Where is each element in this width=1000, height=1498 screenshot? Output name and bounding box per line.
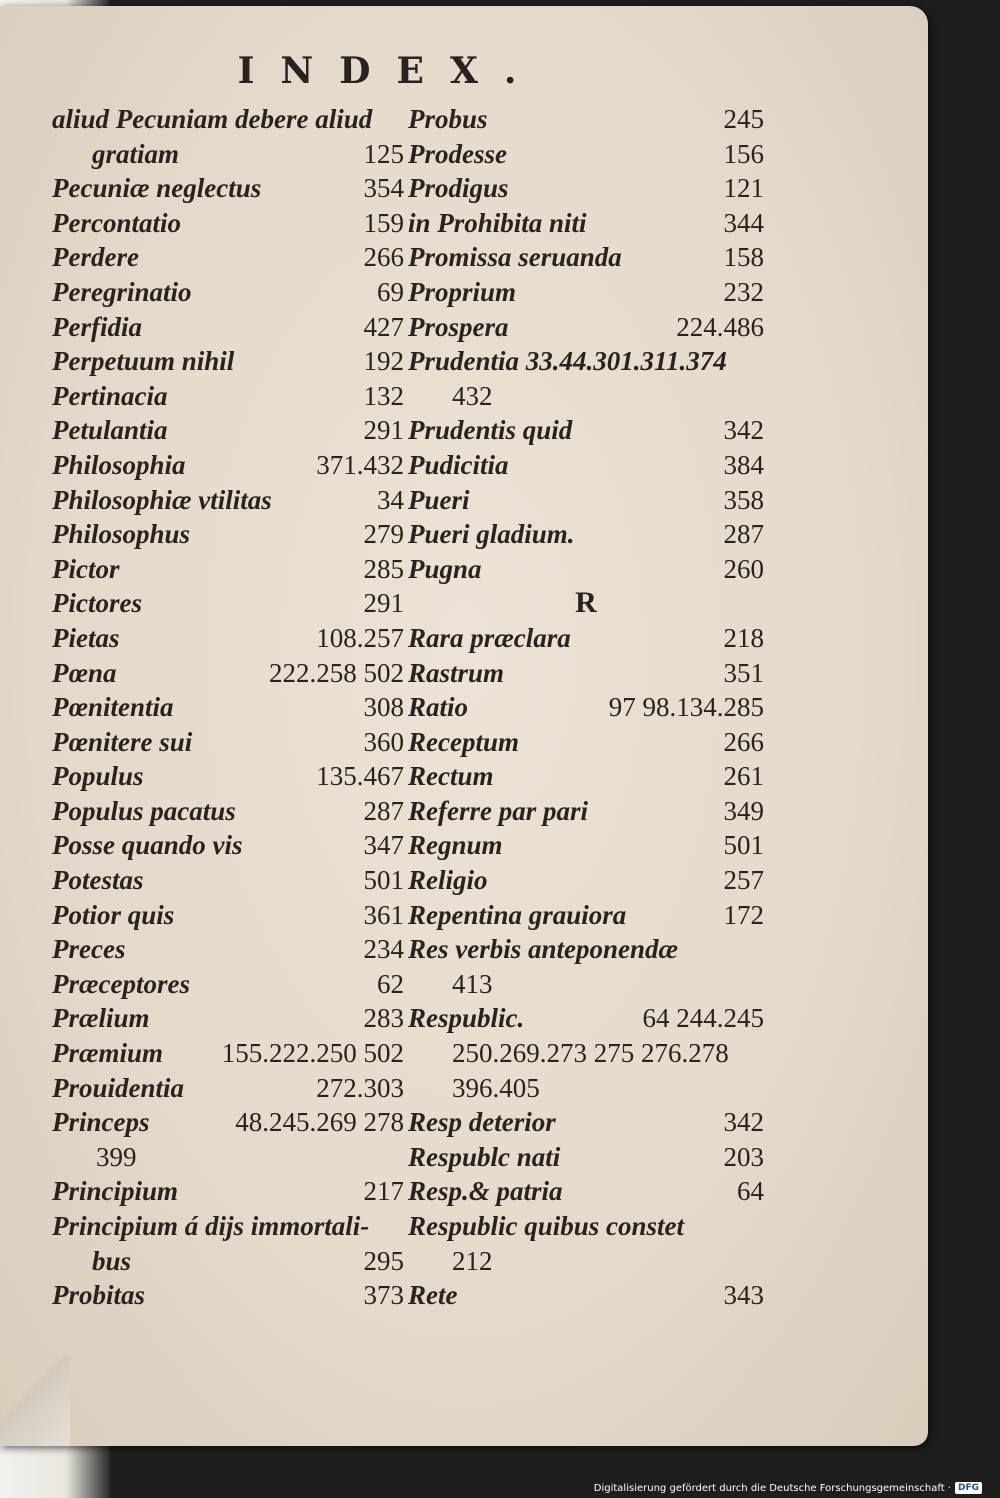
index-page-refs: 287	[363, 795, 404, 826]
index-term: Pugna	[408, 553, 482, 584]
index-entry	[52, 586, 404, 621]
index-page-refs: 212	[452, 1245, 493, 1276]
index-term: Populus pacatus	[52, 795, 236, 826]
index-entry	[52, 275, 404, 310]
index-term: Pictor	[52, 553, 120, 584]
index-page-refs: 344	[723, 207, 764, 238]
index-entry	[52, 828, 404, 863]
index-page-refs: 347	[363, 830, 404, 861]
index-page-refs: 155.222.250 502	[221, 1038, 404, 1069]
index-page-refs: 158	[723, 242, 764, 273]
index-page-refs: 287	[723, 519, 764, 550]
index-term: Posse quando vis	[52, 830, 243, 861]
index-entry	[52, 1105, 404, 1140]
index-term: Perpetuum nihil	[52, 346, 235, 377]
index-term: Pudicitia	[408, 449, 509, 480]
index-term: Rastrum	[408, 657, 505, 688]
index-page-refs: 285	[363, 553, 404, 584]
index-page-refs: 349	[723, 795, 764, 826]
index-term: Promissa seruanda	[408, 242, 622, 273]
index-term: Ratio	[408, 692, 469, 723]
index-entry	[408, 1140, 764, 1175]
index-entry	[408, 483, 764, 518]
index-page-refs: 260	[723, 553, 764, 584]
index-page-refs: 156	[723, 138, 764, 169]
index-term: Pertinacia	[52, 380, 168, 411]
index-entry	[408, 379, 764, 414]
index-entry	[52, 1244, 404, 1279]
index-entry	[52, 621, 404, 656]
index-entry	[52, 1001, 404, 1036]
index-term: Percontatio	[52, 207, 181, 238]
index-page-refs: 192	[363, 346, 404, 377]
index-term: Pueri	[408, 484, 470, 515]
index-page-refs: 361	[363, 899, 404, 930]
index-term: Res verbis anteponendæ	[408, 934, 678, 965]
index-term: Regnum	[408, 830, 503, 861]
book-page	[0, 6, 928, 1446]
index-entry	[52, 171, 404, 206]
index-term: aliud Pecuniam debere aliud	[52, 104, 373, 134]
index-entry	[408, 828, 764, 863]
index-page-refs: 371.432	[316, 449, 404, 480]
index-term: Pœnitentia	[52, 692, 174, 723]
index-page-refs: 308	[363, 692, 404, 723]
index-term: Respublic quibus constet	[408, 1211, 685, 1241]
index-entry	[52, 656, 404, 691]
index-term: Pœnitere sui	[52, 726, 193, 757]
index-page-refs: 342	[723, 1107, 764, 1138]
index-term: Prudentia 33.44.301.311.374	[408, 346, 727, 377]
index-entry	[52, 379, 404, 414]
index-page-refs: 501	[723, 830, 764, 861]
index-term: Receptum	[408, 726, 519, 757]
index-entry	[408, 1105, 764, 1140]
index-entry	[408, 552, 764, 587]
index-entry	[408, 344, 764, 379]
index-term: Prudentis quid	[408, 415, 573, 446]
index-page-refs: 121	[723, 173, 764, 204]
index-page-refs: 222.258 502	[269, 657, 404, 688]
index-entry	[408, 690, 764, 725]
index-entry	[52, 413, 404, 448]
index-entry	[408, 517, 764, 552]
index-entry	[408, 621, 764, 656]
index-entry	[52, 483, 404, 518]
index-page-refs: 384	[723, 449, 764, 480]
index-page-refs: 266	[363, 242, 404, 273]
index-term: Petulantia	[52, 415, 168, 446]
index-entry	[408, 102, 764, 137]
index-term: Præmium	[52, 1038, 164, 1069]
index-term: Prodigus	[408, 173, 509, 204]
index-entry	[52, 552, 404, 587]
index-entry	[52, 517, 404, 552]
index-page-refs: 48.245.269 278	[235, 1107, 404, 1138]
index-column-right	[408, 102, 764, 1313]
index-term: Probitas	[52, 1280, 146, 1311]
index-entry	[408, 206, 764, 241]
index-page-refs: 234	[363, 934, 404, 965]
index-entry	[408, 310, 764, 345]
index-term: Præceptores	[52, 968, 190, 999]
index-term: Populus	[52, 761, 144, 792]
index-entry	[52, 794, 404, 829]
index-page-refs: 224.486	[676, 311, 764, 342]
index-page-refs: 342	[723, 415, 764, 446]
index-page-refs: 135.467	[316, 761, 404, 792]
index-entry	[408, 759, 764, 794]
index-page-refs: 354	[363, 173, 404, 204]
index-term: Prodesse	[408, 138, 507, 169]
index-entry	[52, 102, 404, 137]
index-page-refs: 427	[363, 311, 404, 342]
index-page-refs: 291	[363, 415, 404, 446]
index-term: Rectum	[408, 761, 494, 792]
index-page-refs: 217	[363, 1176, 404, 1207]
index-page-refs: 62	[377, 968, 404, 999]
index-term: Referre par pari	[408, 795, 588, 826]
index-term: Prælium	[52, 1003, 150, 1034]
index-term: Proprium	[408, 276, 517, 307]
index-page-refs: 218	[723, 622, 764, 653]
index-page-refs: 373	[363, 1280, 404, 1311]
index-entry	[52, 344, 404, 379]
index-page-refs: 232	[723, 276, 764, 307]
index-page-refs: 69	[377, 276, 404, 307]
index-entry	[52, 759, 404, 794]
index-entry	[52, 137, 404, 172]
index-entry	[408, 275, 764, 310]
index-term: Perfidia	[52, 311, 142, 342]
index-term: Prouidentia	[52, 1072, 185, 1103]
index-page-refs: 34	[377, 484, 404, 515]
index-term: Philosophiæ vtilitas	[52, 484, 272, 515]
index-page-refs: 64	[737, 1176, 764, 1207]
index-term: Philosophia	[52, 449, 186, 480]
index-entry	[408, 240, 764, 275]
index-entry	[52, 967, 404, 1002]
index-term: Respublic.	[408, 1003, 525, 1034]
index-page-refs: 351	[723, 657, 764, 688]
index-entry	[52, 206, 404, 241]
index-page-refs: 64 244.245	[642, 1003, 764, 1034]
index-term: bus	[92, 1245, 132, 1276]
index-entry	[52, 690, 404, 725]
index-entry	[408, 898, 764, 933]
index-entry	[408, 413, 764, 448]
index-entry	[52, 725, 404, 760]
index-term: Rete	[408, 1280, 458, 1311]
index-page-refs: 257	[723, 865, 764, 896]
digitization-credit	[594, 1482, 982, 1494]
index-entry	[408, 1071, 764, 1106]
dfg-logo: DFG	[955, 1482, 982, 1494]
index-page-refs: 159	[363, 207, 404, 238]
index-page-refs: 343	[723, 1280, 764, 1311]
index-term: Respublc nati	[408, 1141, 561, 1172]
index-page-refs: 413	[452, 968, 493, 999]
index-page-refs: 266	[723, 726, 764, 757]
index-page-refs: 108.257	[316, 622, 404, 653]
index-term: gratiam	[92, 138, 180, 169]
index-term: Repentina grauiora	[408, 899, 627, 930]
index-entry	[52, 1140, 404, 1175]
index-term: Pictores	[52, 588, 142, 619]
index-entry	[408, 1278, 764, 1313]
index-entry	[408, 863, 764, 898]
index-term: Peregrinatio	[52, 276, 192, 307]
index-term: Resp.& patria	[408, 1176, 563, 1207]
index-page-refs: 250.269.273 275 276.278	[452, 1038, 729, 1069]
index-column-left	[52, 102, 404, 1313]
index-term: Pietas	[52, 622, 120, 653]
index-entry	[408, 932, 764, 967]
index-term: Philosophus	[52, 519, 191, 550]
index-entry	[408, 656, 764, 691]
index-page-refs: 261	[723, 761, 764, 792]
index-page-refs: 432	[452, 380, 493, 411]
index-page-refs: 132	[363, 380, 404, 411]
index-page-refs: 501	[363, 865, 404, 896]
index-term: Potestas	[52, 865, 144, 896]
index-page-refs: 279	[363, 519, 404, 550]
index-page-refs: 245	[723, 104, 764, 134]
index-page-refs: 358	[723, 484, 764, 515]
index-term: Princeps	[52, 1107, 150, 1138]
index-term: Resp deterior	[408, 1107, 556, 1138]
index-term: Principium á dijs immortali-	[52, 1211, 370, 1241]
index-page-refs: 291	[363, 588, 404, 619]
index-entry	[408, 794, 764, 829]
index-entry	[408, 1036, 764, 1071]
index-entry	[408, 1174, 764, 1209]
index-page-refs: 203	[723, 1141, 764, 1172]
index-entry	[408, 171, 764, 206]
index-entry	[408, 448, 764, 483]
index-entry	[52, 863, 404, 898]
index-entry	[52, 240, 404, 275]
index-entry	[52, 932, 404, 967]
credit-text: Digitalisierung gefördert durch die Deutsche Forschungsgemeinschaft ·	[593, 1482, 951, 1494]
index-entry	[52, 1209, 404, 1244]
index-entry	[52, 898, 404, 933]
index-page-refs: 283	[363, 1003, 404, 1034]
index-term: Pœna	[52, 657, 117, 688]
index-page-refs: 97 98.134.285	[608, 692, 764, 723]
index-entry	[408, 725, 764, 760]
index-term: Rara præclara	[408, 622, 571, 653]
page-header: INDEX.	[237, 50, 543, 92]
index-entry	[52, 448, 404, 483]
index-term: Perdere	[52, 242, 139, 273]
index-entry	[52, 1174, 404, 1209]
index-entry	[52, 1036, 404, 1071]
index-term: Religio	[408, 865, 488, 896]
index-entry	[52, 1278, 404, 1313]
index-page-refs: 172	[723, 899, 764, 930]
index-entry	[52, 1071, 404, 1106]
index-term: Prospera	[408, 311, 509, 342]
index-page-refs: 295	[363, 1245, 404, 1276]
index-page-refs: 272.303	[316, 1072, 404, 1103]
index-term: Probus	[408, 104, 488, 134]
index-entry	[408, 1244, 764, 1279]
index-page-refs: 399	[96, 1141, 137, 1172]
index-entry	[408, 1209, 764, 1244]
index-term: Principium	[52, 1176, 179, 1207]
section-letter: R	[575, 586, 597, 620]
index-page-refs: 360	[363, 726, 404, 757]
index-entry	[52, 310, 404, 345]
index-entry	[408, 967, 764, 1002]
index-entry	[408, 137, 764, 172]
index-term: Pecuniæ neglectus	[52, 173, 262, 204]
index-term: in Prohibita niti	[408, 207, 587, 238]
index-term: Potior quis	[52, 899, 175, 930]
index-term: Preces	[52, 934, 126, 965]
index-page-refs: 396.405	[452, 1072, 540, 1103]
index-page-refs: 125	[363, 138, 404, 169]
index-entry	[408, 1001, 764, 1036]
index-term: Pueri gladium.	[408, 519, 575, 550]
